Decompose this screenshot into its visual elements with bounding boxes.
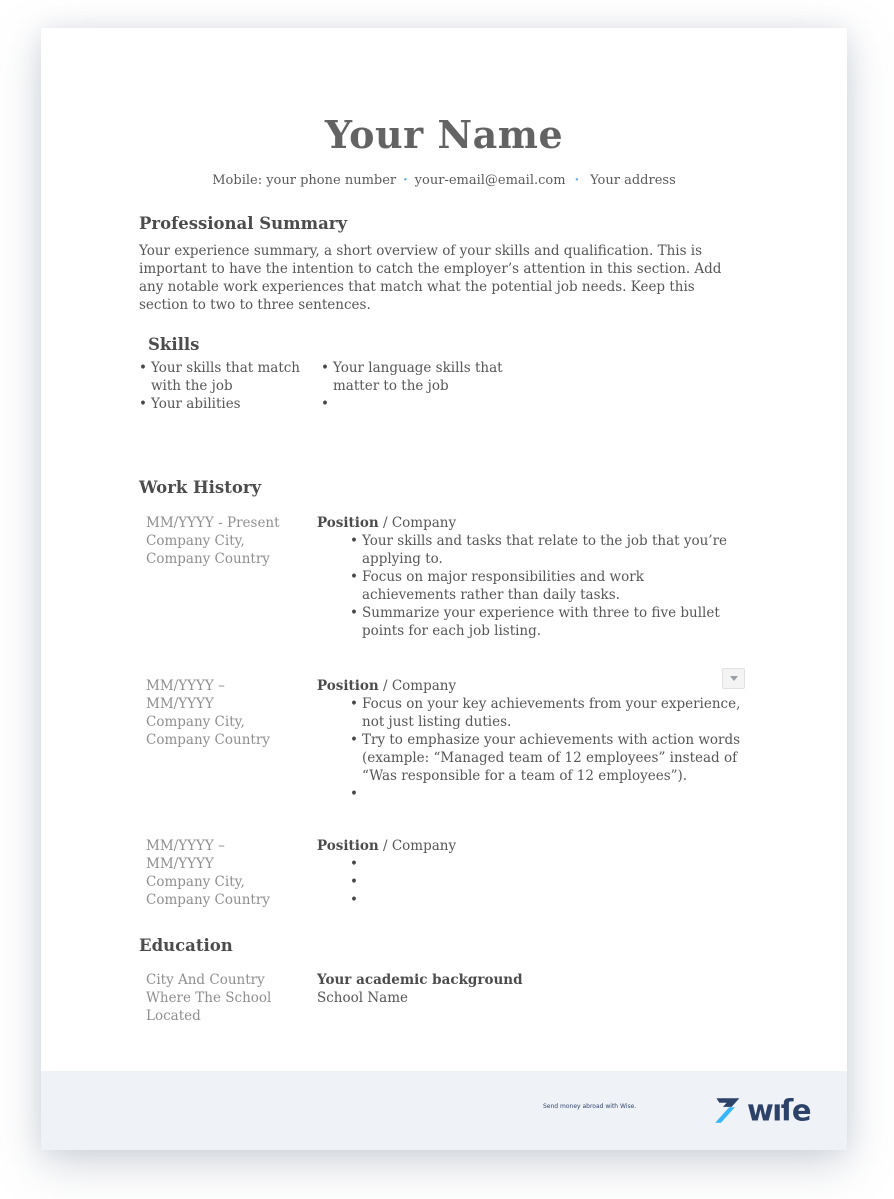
footer-tagline: Send money abroad with Wise. (543, 1103, 637, 1110)
work-bullet (350, 873, 741, 891)
resume-body (41, 28, 847, 1071)
section-heading-skills: Skills (148, 335, 200, 354)
work-bullet (350, 891, 741, 909)
skill-item (321, 395, 503, 413)
dropdown-button[interactable] (722, 668, 745, 689)
work-dates: MM/YYYY – MM/YYYY (146, 678, 225, 712)
work-bullet: • Try to emphasize your achievements with action words (example: “Managed team of 12 employees” instead of “Was responsible for a team of 12 employees”). (350, 731, 741, 785)
work-location: Company City, Company Country (146, 874, 270, 908)
chevron-down-icon (730, 676, 738, 681)
dot-separator: · (574, 173, 580, 188)
education-school: School Name (317, 990, 409, 1006)
work-entry (139, 514, 741, 640)
skill-item: • Your abilities (139, 395, 321, 413)
work-location: Company City, Company Country (146, 714, 270, 748)
skills-list (139, 359, 741, 413)
wise-logo[interactable] (714, 1093, 810, 1127)
work-company: / Company (383, 515, 457, 531)
education-entry (139, 971, 741, 1025)
contact-email: your-email@email.com (414, 173, 566, 188)
contact-mobile: Mobile: your phone number (212, 173, 397, 188)
work-position: Position (317, 838, 379, 854)
work-position: Position (317, 515, 379, 531)
work-bullet (350, 855, 741, 873)
work-dates: MM/YYYY – MM/YYYY (146, 838, 225, 872)
footer-band (41, 1071, 847, 1150)
skill-item: • Your language skills that matter to the job (321, 359, 503, 395)
work-company: / Company (383, 838, 457, 854)
education-degree: Your academic background (317, 972, 523, 988)
work-location: Company City, Company Country (146, 533, 270, 567)
work-bullet: • Focus on major responsibilities and work achievements rather than daily tasks. (350, 568, 741, 604)
work-bullet: • Focus on your key achievements from your experience, not just listing duties. (350, 695, 741, 731)
work-bullet: • Summarize your experience with three to five bullet points for each job listing. (350, 604, 741, 640)
work-position: Position (317, 678, 379, 694)
contact-address: Your address (590, 173, 676, 188)
section-heading-education: Education (139, 936, 233, 955)
dot-separator: · (403, 173, 408, 188)
wise-wordmark: wıſe (746, 1093, 810, 1127)
page-title: Your Name (324, 112, 564, 157)
resume-page (41, 28, 847, 1150)
education-location: City And Country Where The School Located (146, 972, 272, 1024)
section-heading-summary: Professional Summary (139, 214, 348, 233)
fast-flag-icon (714, 1097, 741, 1125)
work-bullet: • Your skills and tasks that relate to the job that you’re applying to. (350, 532, 741, 568)
work-entry (139, 837, 741, 909)
work-dates: MM/YYYY - Present (146, 515, 280, 531)
summary-text: Your experience summary, a short overview of your skills and qualification. This is important to have the intention to catch the employer’s attention in this section. Add any notable work experiences that match what the potential job needs. Keep this section to two to three sentences. (139, 243, 722, 313)
work-company: / Company (383, 678, 457, 694)
work-bullet (350, 785, 741, 803)
section-heading-work-history: Work History (139, 478, 262, 497)
work-entry (139, 677, 741, 803)
contact-line (41, 173, 847, 188)
skill-item: • Your skills that match with the job (139, 359, 321, 395)
